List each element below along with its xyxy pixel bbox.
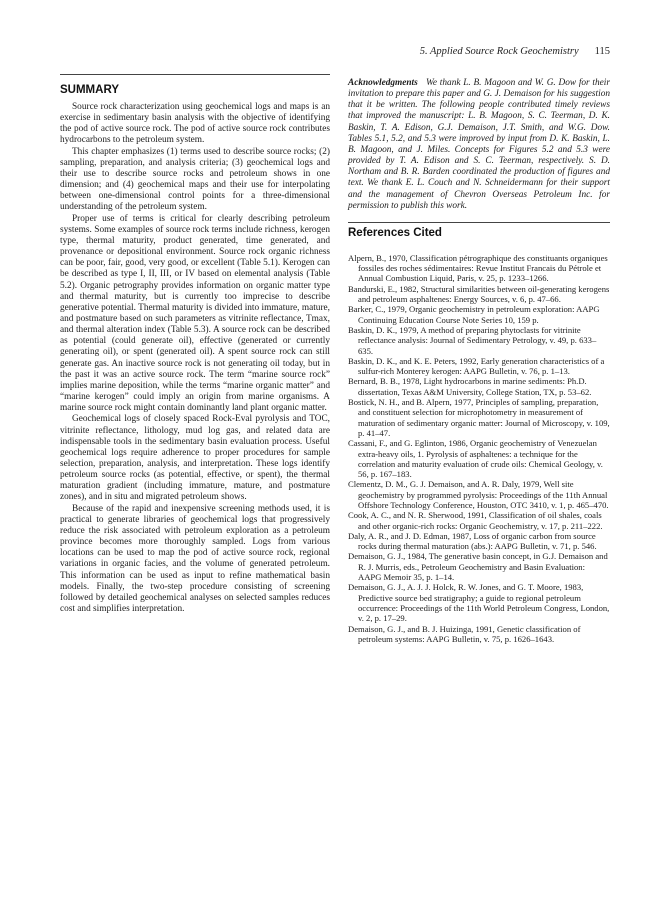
summary-paragraph: Source rock characterization using geochemical logs and maps is an exercise in sedimentary basin analysis with the objective of identifying the pod of active source rock. The pod of active source rock contributes hydrocarbons to the petroleum system.	[60, 102, 330, 146]
reference-item: Barker, C., 1979, Organic geochemistry in petroleum exploration: AAPG Continuing Education Course Note Series 10, 159 p.	[348, 304, 600, 325]
summary-heading: SUMMARY	[60, 84, 119, 96]
right-column	[348, 78, 610, 644]
page-number: 115	[594, 46, 610, 57]
reference-list	[348, 253, 610, 644]
running-title: 5. Applied Source Rock Geochemistry	[419, 46, 579, 57]
reference-item: Demaison, G. J., A. J. J. Holck, R. W. Jones, and G. T. Moore, 1983, Predictive source bed stratigraphy; a guide to regional petroleum occurrence: Proceedings of the 11th World Petroleum Congress, London, v. 2, p. 17–29.	[348, 582, 610, 624]
summary-top-rule	[60, 74, 330, 75]
references-heading: References Cited	[348, 226, 442, 239]
summary-paragraph: Because of the rapid and inexpensive screening methods used, it is practical to generate libraries of geochemical logs that progressively reduce the risk associated with petroleum exploration as a petroleum province becomes more thoroughly sampled. Logs from various locations can be used to map the pod of active source rock, regional variations in organic facies, and the volume of generated petroleum. This information can be used as input to refine mathematical basin models. Finally, the two-step procedure consisting of screening followed by detailed geochemical analyses on selected samples reduces cost and simplifies interpretation.	[60, 503, 330, 615]
summary-paragraph: Proper use of terms is critical for clearly describing petroleum systems. Some examples of source rock terms include richness, kerogen type, thermal maturity, product generated, time generated, and provenance or depositional environment. Source rock organic richness can be poor, fair, good, very good, or excellent (Table 5.1). Kerogen can be described as type I, II, III, or IV based on elemental analysis (Table 5.2). Organic petrography provides information on organic matter type and thermal maturity, but is currently too imprecise to describe generative potential. Thermal maturity is divided into immature, mature, and postmature based on such parameters as vitrinite reflectance, Tmax, and thermal alteration index (Table 5.3). A source rock can be described as potential (could generate oil), effective (generated or currently generating oil), or spent (generated oil). A spent source rock can still generate gas. An inactive source rock is not generating oil today, but in the past it was an active source rock. The term “marine source rock” implies marine deposition, while the terms “marine organic matter” and “marine kerogen” could imply an origin from marine organisms. A marine source rock might contain dominantly land plant organic matter.	[60, 213, 330, 414]
reference-item: Bandurski, E., 1982, Structural similarities between oil-generating kerogens and petroleum asphaltenes: Energy Sources, v. 6, p. 47–66.	[348, 283, 610, 305]
summary-column	[60, 84, 330, 615]
reference-item: Cassani, F., and G. Eglinton, 1986, Organic geochemistry of Venezuelan extra-heavy oils, 1. Pyrolysis of asphaltenes: a technique for the correlation and maturity evaluation of crude oils: Chemical Geology, v. 56, p. 167–183.	[348, 438, 603, 480]
reference-item: Alpern, B., 1970, Classification pétrographique des constituants organiques fossiles des roches sédimentaires: Revue Institut Francais du Pétrole et Annual Combustion Liquid, Paris, v. 25, p. 1233–1266.	[348, 252, 608, 284]
reference-item: Baskin, D. K., and K. E. Peters, 1992, Early generation characteristics of a sulfur-rich Monterey kerogen: AAPG Bulletin, v. 76, p. 1–13.	[348, 355, 605, 377]
reference-item: Bernard, B. B., 1978, Light hydrocarbons in marine sediments: Ph.D. dissertation, Texas A&M University, College Station, TX, p. 53–62.	[348, 376, 592, 397]
reference-item: Daly, A. R., and J. D. Edman, 1987, Loss of organic carbon from source rocks during thermal maturation (abs.): AAPG Bulletin, v. 71, p. 546.	[348, 530, 597, 552]
acknowledgments	[348, 78, 610, 212]
reference-item: Demaison, G. J., 1984, The generative basin concept, in G.J. Demaison and R. J. Murris, eds., Petroleum Geochemistry and Basin Evaluation: AAPG Memoir 35, p. 1–14.	[348, 551, 608, 583]
reference-item: Bostick, N. H., and B. Alpern, 1977, Principles of sampling, preparation, and constituent selection for microphotometry in measurement of maturation of sedimentary organic matter: Journal of Microscopy, v. 109, p. 41–47.	[348, 397, 610, 438]
running-head	[348, 46, 610, 57]
references-top-rule	[348, 222, 610, 223]
summary-paragraph: Geochemical logs of closely spaced Rock-Eval pyrolysis and TOC, vitrinite reflectance, lithology, mud log gas, and related data are indispensable tools in the sedimentary basin evaluation process. Useful geochemical logs require adherence to proper procedures for sample selection, preparation, analysis, and interpretation. These logs identify petroleum source rocks (as potential, effective, or spent), the thermal maturation gradient (including immature, mature, and postmature zones), and in situ and migrated petroleum shows.	[60, 414, 330, 503]
acknowledgments-text: We thank L. B. Magoon and W. G. Dow for their invitation to prepare this paper and G. J. Demaison for his suggestion that it be written. The following people contributed timely reviews that improved the manuscript: L. B. Magoon, S. C. Teerman, D. K. Baskin, T. A. Edison, G.J. Demaison, J.T. Smith, and W.G. Dow. Tables 5.1, 5.2, and 5.3 were improved by input from D. K. Baskin, L. B. Magoon, and J. Miles. Concepts for Figures 5.2 and 5.3 were provided by T. A. Edison and S. C. Teerman, respectively. S. D. Northam and B. R. Barden coordinated the production of figures and text. We thank E. L. Couch and N. Schneidermann for their support and the management of Chevron Overseas Petroleum Inc. for permission to publish this work.	[348, 78, 610, 211]
summary-paragraph: This chapter emphasizes (1) terms used to describe source rocks; (2) sampling, preparation, and analysis criteria; (3) geochemical logs and their use to describe source rocks and petroleum shows in one dimension; and (4) geochemical maps and their use for interpolating between one-dimensional control points for a three-dimensional understanding of the petroleum system.	[60, 146, 330, 213]
reference-item: Cook, A. C., and N. R. Sherwood, 1991, Classification of oil shales, coals and other organic-rich rocks: Organic Geochemistry, v. 17, p. 211–222.	[348, 510, 603, 531]
reference-item: Baskin, D. K., 1979, A method of preparing phytoclasts for vitrinite reflectance analysis: Journal of Sedimentary Petrology, v. 49, p. 633–635.	[348, 324, 597, 356]
reference-item: Demaison, G. J., and B. J. Huizinga, 1991, Genetic classification of petroleum systems: AAPG Bulletin, v. 75, p. 1626–1643.	[348, 623, 581, 644]
acknowledgments-label: Acknowledgments	[348, 78, 418, 88]
reference-item: Clementz, D. M., G. J. Demaison, and A. R. Daly, 1979, Well site geochemistry by programmed pyrolysis: Proceedings of the 11th Annual Offshore Technology Conference, Houston, OTC 3410, v. 1, p. 465–470.	[348, 479, 609, 510]
